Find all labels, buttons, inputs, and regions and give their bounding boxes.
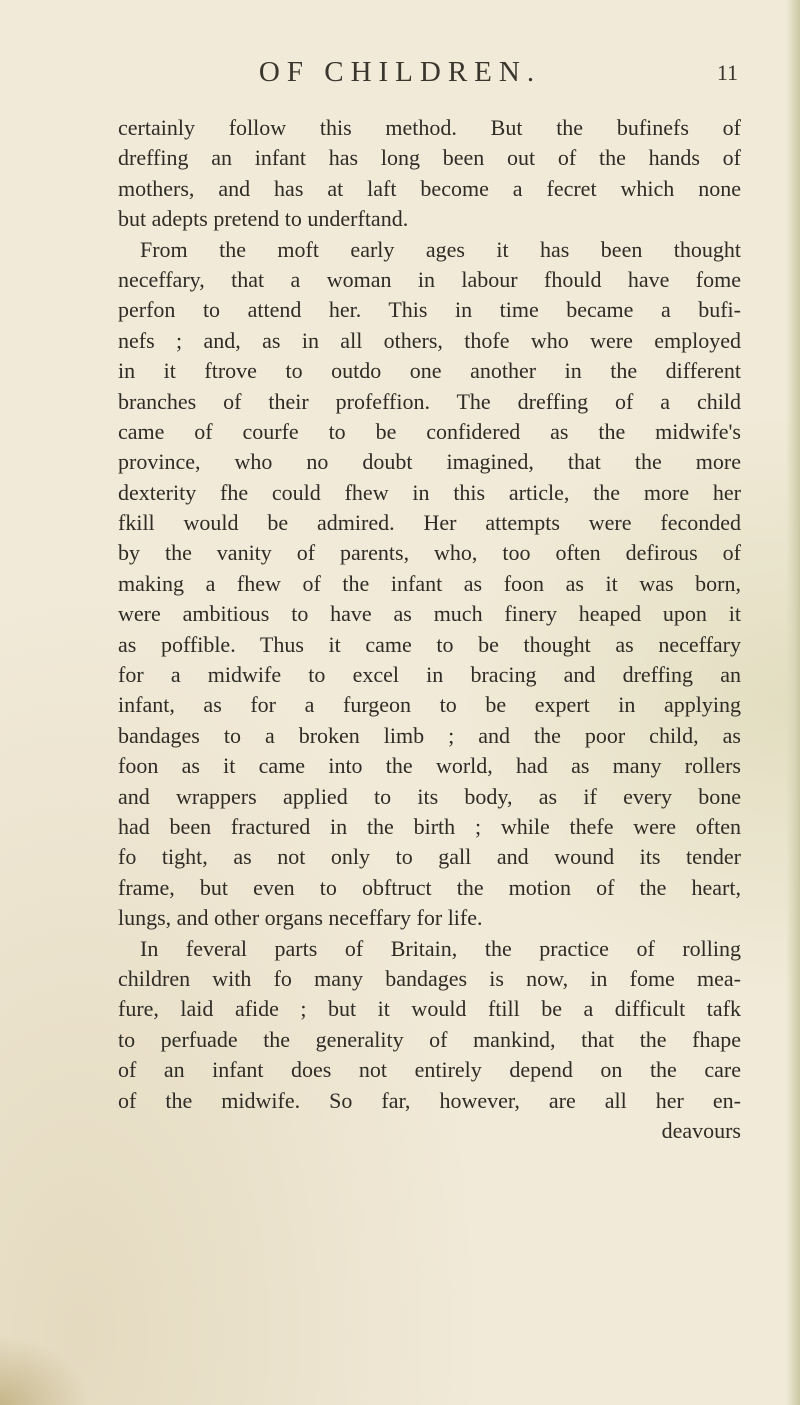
- catchword: deavours: [661, 1117, 741, 1143]
- text-line: children with fo many bandages is now, in fome mea-: [118, 965, 741, 991]
- text-line: of an infant does not entirely depend on the care: [118, 1057, 741, 1083]
- text-line: fure, laid afide ; but it would ftill be a difficult tafk: [118, 996, 741, 1022]
- text-line: certainly follow this method. But the bufinefs of: [118, 115, 741, 140]
- text-line: but adepts pretend to underftand.: [118, 206, 409, 232]
- text-line: nefs ; and, as in all others, thofe who were employed: [118, 327, 741, 353]
- text-line: dreffing an infant has long been out of the hands of: [118, 145, 741, 171]
- text-line: and wrappers applied to its body, as if every bone: [118, 783, 741, 809]
- text-line: branches of their profeffion. The dreffing of a child: [118, 388, 741, 414]
- text-line: were ambitious to have as much finery heaped upon it: [118, 601, 741, 627]
- text-line: lungs, and other organs neceffary for life.: [118, 905, 483, 931]
- body-text: [118, 113, 741, 1146]
- text-line: dexterity fhe could fhew in this article, the more her: [118, 479, 741, 505]
- paragraph-start-line: From the moft early ages it has been thought: [140, 236, 741, 262]
- page-header: [60, 56, 740, 96]
- text-line: came of courfe to be confidered as the midwife's: [118, 418, 741, 444]
- text-line: fkill would be admired. Her attempts were feconded: [118, 510, 741, 536]
- text-line: in it ftrove to outdo one another in the different: [118, 358, 741, 384]
- page-edge-shadow: [786, 0, 800, 1405]
- page-stain: [0, 1335, 90, 1405]
- text-line: fo tight, as not only to gall and wound its tender: [118, 844, 741, 870]
- text-line: bandages to a broken limb ; and the poor child, as: [118, 722, 741, 748]
- text-line: of the midwife. So far, however, are all her en-: [118, 1087, 741, 1113]
- text-line: foon as it came into the world, had as many rollers: [118, 753, 741, 779]
- text-line: by the vanity of parents, who, too often defirous of: [118, 540, 741, 566]
- page-number: 11: [716, 60, 738, 85]
- text-line: infant, as for a furgeon to be expert in applying: [118, 692, 741, 718]
- text-line: mothers, and has at laft become a fecret which none: [118, 175, 741, 201]
- text-line: for a midwife to excel in bracing and dreffing an: [118, 662, 741, 688]
- text-line: to perfuade the generality of mankind, that the fhape: [118, 1026, 741, 1052]
- text-line: making a fhew of the infant as foon as it was born,: [118, 570, 741, 596]
- text-line: had been fractured in the birth ; while thefe were often: [118, 813, 741, 839]
- paragraph-start-line: In feveral parts of Britain, the practice of rolling: [140, 935, 741, 961]
- text-line: province, who no doubt imagined, that the more: [118, 449, 741, 475]
- running-head: OF CHILDREN.: [258, 56, 542, 88]
- text-line: perfon to attend her. This in time became a bufi-: [118, 297, 741, 323]
- text-line: as poffible. Thus it came to be thought as neceffary: [118, 631, 741, 657]
- text-line: neceffary, that a woman in labour fhould have fome: [118, 266, 741, 292]
- text-line: frame, but even to obftruct the motion of the heart,: [118, 874, 741, 900]
